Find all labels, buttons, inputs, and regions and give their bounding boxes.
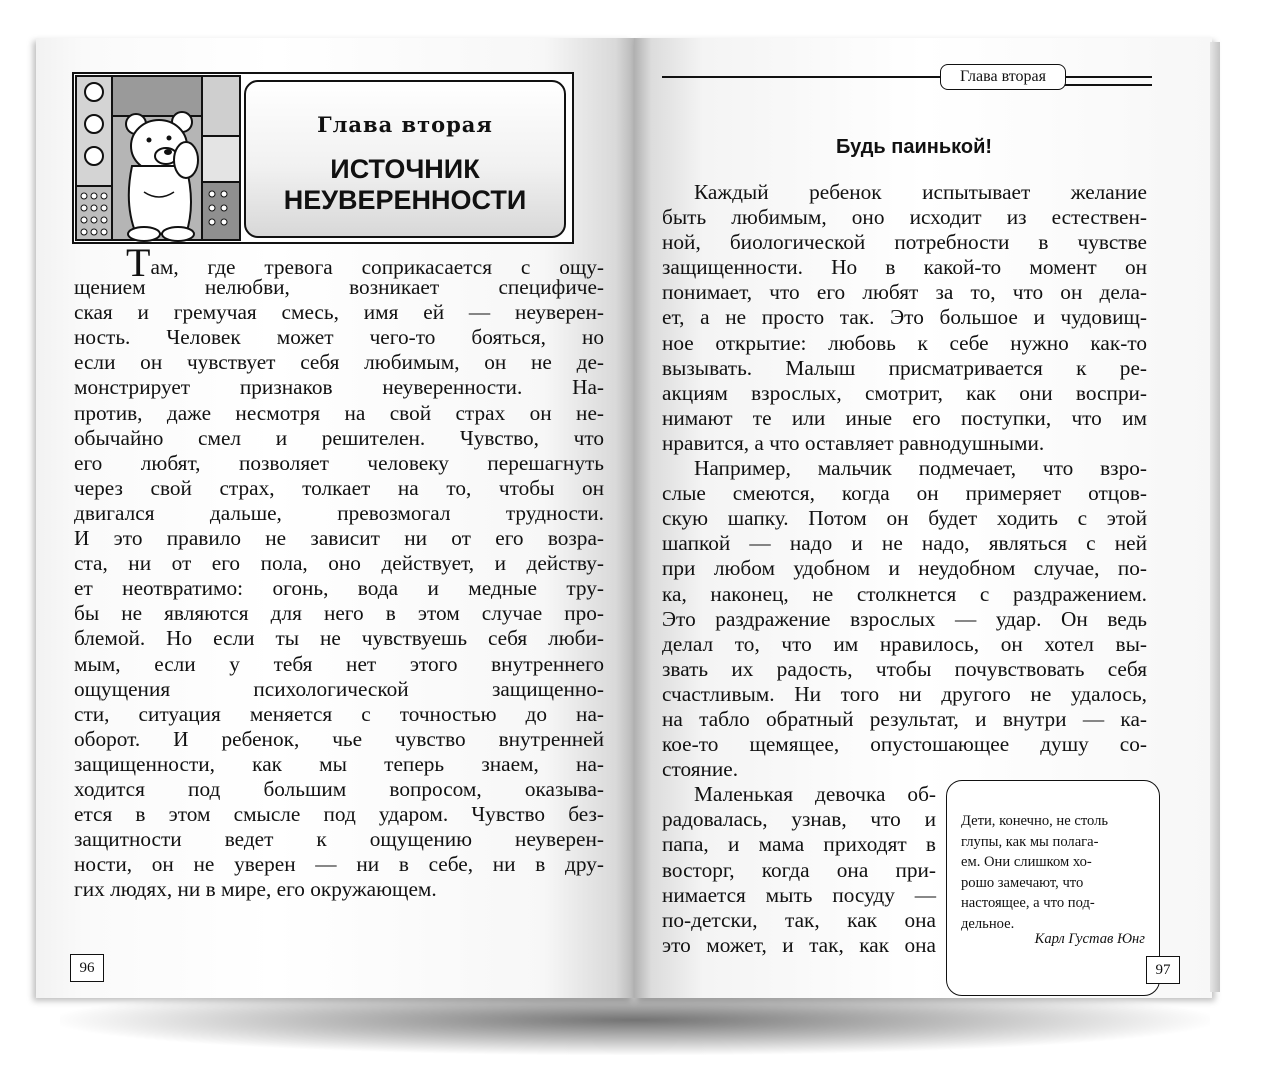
text-line: ста, ни от его пола, оно действует, и действу- — [74, 551, 604, 576]
quote-line: ем. Они слишком хо- — [961, 854, 1092, 870]
text-line: ка, наконец, не столкнется с раздражением. — [662, 581, 1147, 606]
text-line: Маленькая девочка об- — [694, 782, 936, 807]
text-line: ность. Человек может чего-то бояться, но — [74, 325, 604, 350]
text-line: его любят, позволяет человеку перешагнуть — [74, 450, 604, 475]
text-line: шапкой — надо и не надо, являться с ней — [662, 531, 1147, 556]
text-line: папа, и мама приходят в — [662, 832, 936, 857]
quote-line: дельное. — [961, 915, 1015, 932]
text-line: слые смеются, когда он примеряет отцов- — [662, 481, 1147, 506]
quote-author: Карл Густав Юнг — [1034, 931, 1145, 947]
running-head-rule — [1064, 84, 1152, 86]
text-line: защитности ведет к ощущению неуверен- — [74, 827, 604, 852]
text-line: Каждый ребенок испытывает желание — [694, 180, 1147, 204]
text-line: ности, он не уверен — ни в себе, ни в дру- — [74, 852, 604, 877]
text-line: нимают те или иные его поступки, что им — [662, 405, 1147, 430]
section-title: Будь паинькой! — [835, 136, 993, 158]
text-line — [74, 240, 604, 285]
quote-line: рошо замечают, что — [961, 874, 1084, 891]
text-line: оборот. И ребенок, чье чувство внутренней — [74, 726, 604, 751]
text-line: ощущения психологической защищенно- — [74, 676, 604, 701]
quote-line: Дети, конечно, не столь — [961, 813, 1109, 829]
teddy-bear-blocks-illustration — [74, 74, 242, 242]
text-line: через свой страх, толкает на то, чтобы он — [74, 475, 604, 500]
text-line: Например, мальчик подмечает, что взро- — [694, 456, 1147, 481]
text-line: на табло обратный результат, и внутри — ка- — [662, 706, 1147, 731]
quote-box — [946, 780, 1160, 996]
text-line: кое-то щемящее, опустошающее душу со- — [662, 732, 1147, 757]
quote-line: настоящее, а что под- — [961, 895, 1095, 911]
chapter-title — [246, 154, 564, 216]
text-line: восторг, когда она при- — [662, 857, 936, 882]
page-edge — [1210, 42, 1220, 992]
text-line: ное открытие: любовь к себе нужно как-то — [662, 330, 1147, 355]
text-line: ной, биологической потребности в чувстве — [662, 230, 1147, 255]
text-line: звать их радость, чтобы почувствовать себя — [662, 656, 1147, 681]
running-head-rule — [662, 76, 1152, 78]
text-line: нимается мыть посуду — — [662, 882, 936, 907]
text-line: щением нелюбви, возникает специфиче- — [74, 275, 604, 300]
text-line: если он чувствует себя любимым, он не де- — [74, 350, 604, 375]
text-line: ется в этом смысле под ударом. Чувство без- — [74, 802, 604, 827]
text-line: ет, а не просто так. Это большое и чудовищ- — [662, 305, 1147, 330]
text-line: мым, если у тебя нет этого внутреннего — [74, 651, 604, 676]
text-line: радовалась, узнав, что и — [662, 807, 936, 832]
left-body-text — [74, 240, 604, 902]
text-line: ет неотвратимо: огонь, вода и медные тру- — [74, 576, 604, 601]
text-line: двигался дальше, превозмогал трудности. — [74, 500, 604, 525]
right-page — [634, 38, 1212, 998]
text-line: быть любимым, оно исходит из естествен- — [662, 205, 1147, 230]
text-line: защищенности, как мы теперь знаем, на- — [74, 751, 604, 776]
text-line: ская и гремучая смесь, имя ей — неуверен- — [74, 300, 604, 325]
chapter-title-line: ИСТОЧНИК — [330, 154, 480, 184]
text-line: блемой. Но если ты не чувствуешь себя люби- — [74, 626, 604, 651]
text-line-content: ам, где тревога соприкасается с ощу- — [150, 255, 604, 279]
chapter-title-box — [244, 80, 566, 238]
text-line: обычайно смел и решителен. Чувство, что — [74, 425, 604, 450]
text-line: стояние. — [662, 757, 739, 782]
text-line: нравится, а что оставляет равнодушными. — [662, 430, 1045, 455]
page-number-right: 97 — [1146, 956, 1180, 984]
text-line: счастливым. Ни того ни другого не удалось, — [662, 681, 1147, 706]
chapter-label: Глава вторая — [317, 112, 493, 137]
text-line: делал то, что им нравилось, он хотел вы- — [662, 631, 1147, 656]
text-line: против, даже несмотря на свой страх он не- — [74, 400, 604, 425]
drop-cap: Т — [126, 240, 151, 285]
text-line: это может, и так, как она — [662, 932, 936, 957]
text-line: ходится под большим вопросом, оказыва- — [74, 776, 604, 801]
text-line: вызывать. Малыш присматривается к ре- — [662, 355, 1147, 380]
chapter-title-line: НЕУВЕРЕННОСТИ — [283, 185, 527, 215]
text-line: бы не являются для него в этом случае про- — [74, 601, 604, 626]
text-line: защищенности. Но в какой-то момент он — [662, 255, 1147, 280]
quote-line: глупы, как мы полага- — [961, 833, 1099, 850]
text-line: сти, ситуация меняется с точностью до на- — [74, 701, 604, 726]
text-line: акциям взрослых, смотрит, как они воспри- — [662, 380, 1147, 405]
text-line: гих людях, ни в мире, его окружающем. — [74, 877, 437, 902]
text-line: при любом удобном и неудобном случае, по- — [662, 556, 1147, 581]
text-line: скую шапку. Потом он будет ходить с этой — [662, 506, 1147, 531]
text-line: И это правило не зависит ни от его возра- — [74, 526, 604, 551]
running-head: Глава вторая — [940, 64, 1066, 90]
page-number-left: 96 — [70, 954, 104, 982]
text-line: по-детски, так, как она — [662, 907, 936, 932]
text-line: Это раздражение взрослых — удар. Он ведь — [662, 606, 1147, 631]
left-page — [36, 38, 634, 998]
text-line: монстрирует признаков неуверенности. На- — [74, 375, 604, 400]
quote-text — [961, 811, 1151, 934]
text-line: понимает, что его любят за то, что он дела- — [662, 280, 1147, 305]
chapter-banner — [72, 72, 574, 244]
